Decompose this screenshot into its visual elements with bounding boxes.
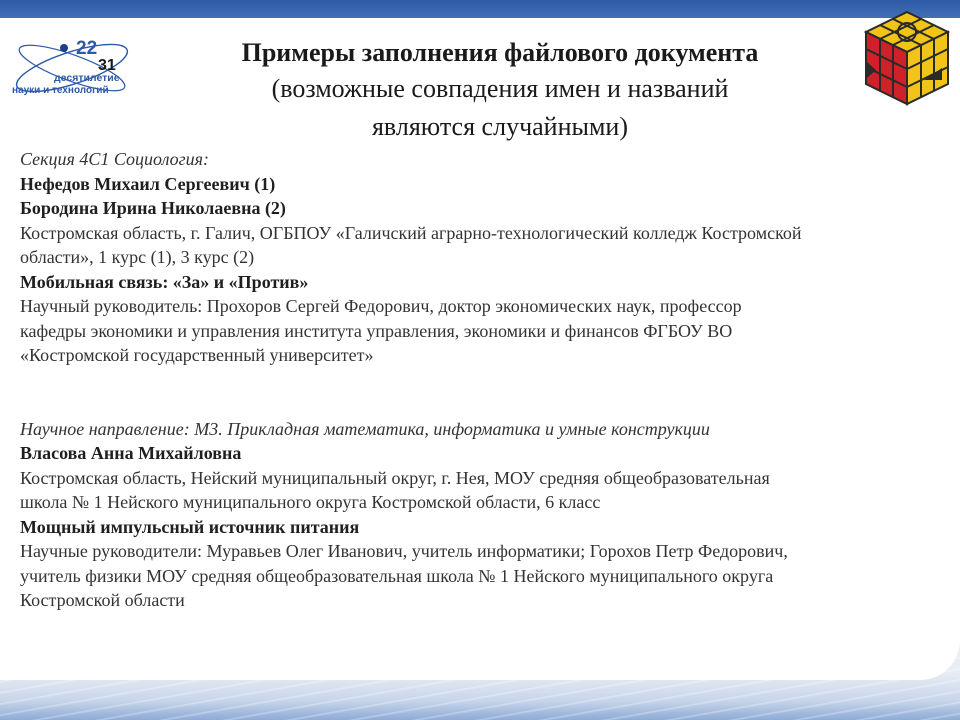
entry-2-supervisor-line1: Научные руководители: Муравьев Олег Иванович, учитель информатики; Горохов Петр Федорович, [20, 541, 788, 561]
content-body [20, 147, 940, 613]
entry-2-affiliation-line1: Костромская область, Нейский муниципальный округ, г. Нея, МОУ средняя общеобразовательная [20, 467, 770, 488]
entry-1-supervisor-line3: «Костромской государственный университет» [20, 345, 374, 365]
entry-2-section: Научное направление: М3. Прикладная математика, информатика и умные конструкции [20, 418, 710, 439]
entry-2-author-1: Власова Анна Михайловна [20, 443, 242, 463]
logo-text-line1: десятилетие [54, 72, 120, 84]
entry-1-supervisor-line1: Научный руководитель: Прохоров Сергей Федорович, доктор экономических наук, профессор [20, 296, 742, 316]
entry-1-author-2: Бородина Ирина Николаевна (2) [20, 198, 286, 218]
entry-2-supervisor-line3: Костромской области [20, 590, 185, 610]
title-line2: (возможные совпадения имен и названий [271, 74, 729, 103]
title-line3: являются случайными) [371, 112, 629, 141]
entry-1-supervisor-line2: кафедры экономики и управления института управления, экономики и финансов ФГБОУ ВО [20, 320, 733, 341]
logo-number-bottom: 31 [98, 57, 116, 74]
rubiks-cube-logo [862, 10, 952, 106]
entry-spacer [20, 368, 940, 417]
entry-2-supervisor-line2: учитель физики МОУ средняя общеобразовательная школа № 1 Нейского муниципального округа [20, 565, 774, 586]
title-line1: Примеры заполнения файлового документа [241, 38, 759, 67]
logo-number-top: 22 [76, 38, 98, 59]
entry-2 [20, 417, 940, 613]
entry-1-affiliation-line1: Костромская область, г. Галич, ОГБПОУ «Галичский аграрно-технологический колледж Костромской [20, 222, 802, 243]
decade-of-science-logo [6, 28, 146, 114]
entry-2-work-title: Мощный импульсный источник питания [20, 516, 360, 537]
page-title [150, 36, 850, 146]
entry-1-affiliation-line2: области», 1 курс (1), 3 курс (2) [20, 247, 255, 267]
entry-1-section: Секция 4С1 Социология: [20, 149, 210, 169]
entry-1-work-title: Мобильная связь: «За» и «Против» [20, 271, 309, 292]
entry-2-affiliation-line2: школа № 1 Нейского муниципального округа Костромской области, 6 класс [20, 492, 601, 512]
logo-text-line2: науки и технологий [12, 85, 109, 96]
entry-1 [20, 147, 940, 368]
entry-1-author-1: Нефедов Михаил Сергеевич (1) [20, 173, 276, 194]
